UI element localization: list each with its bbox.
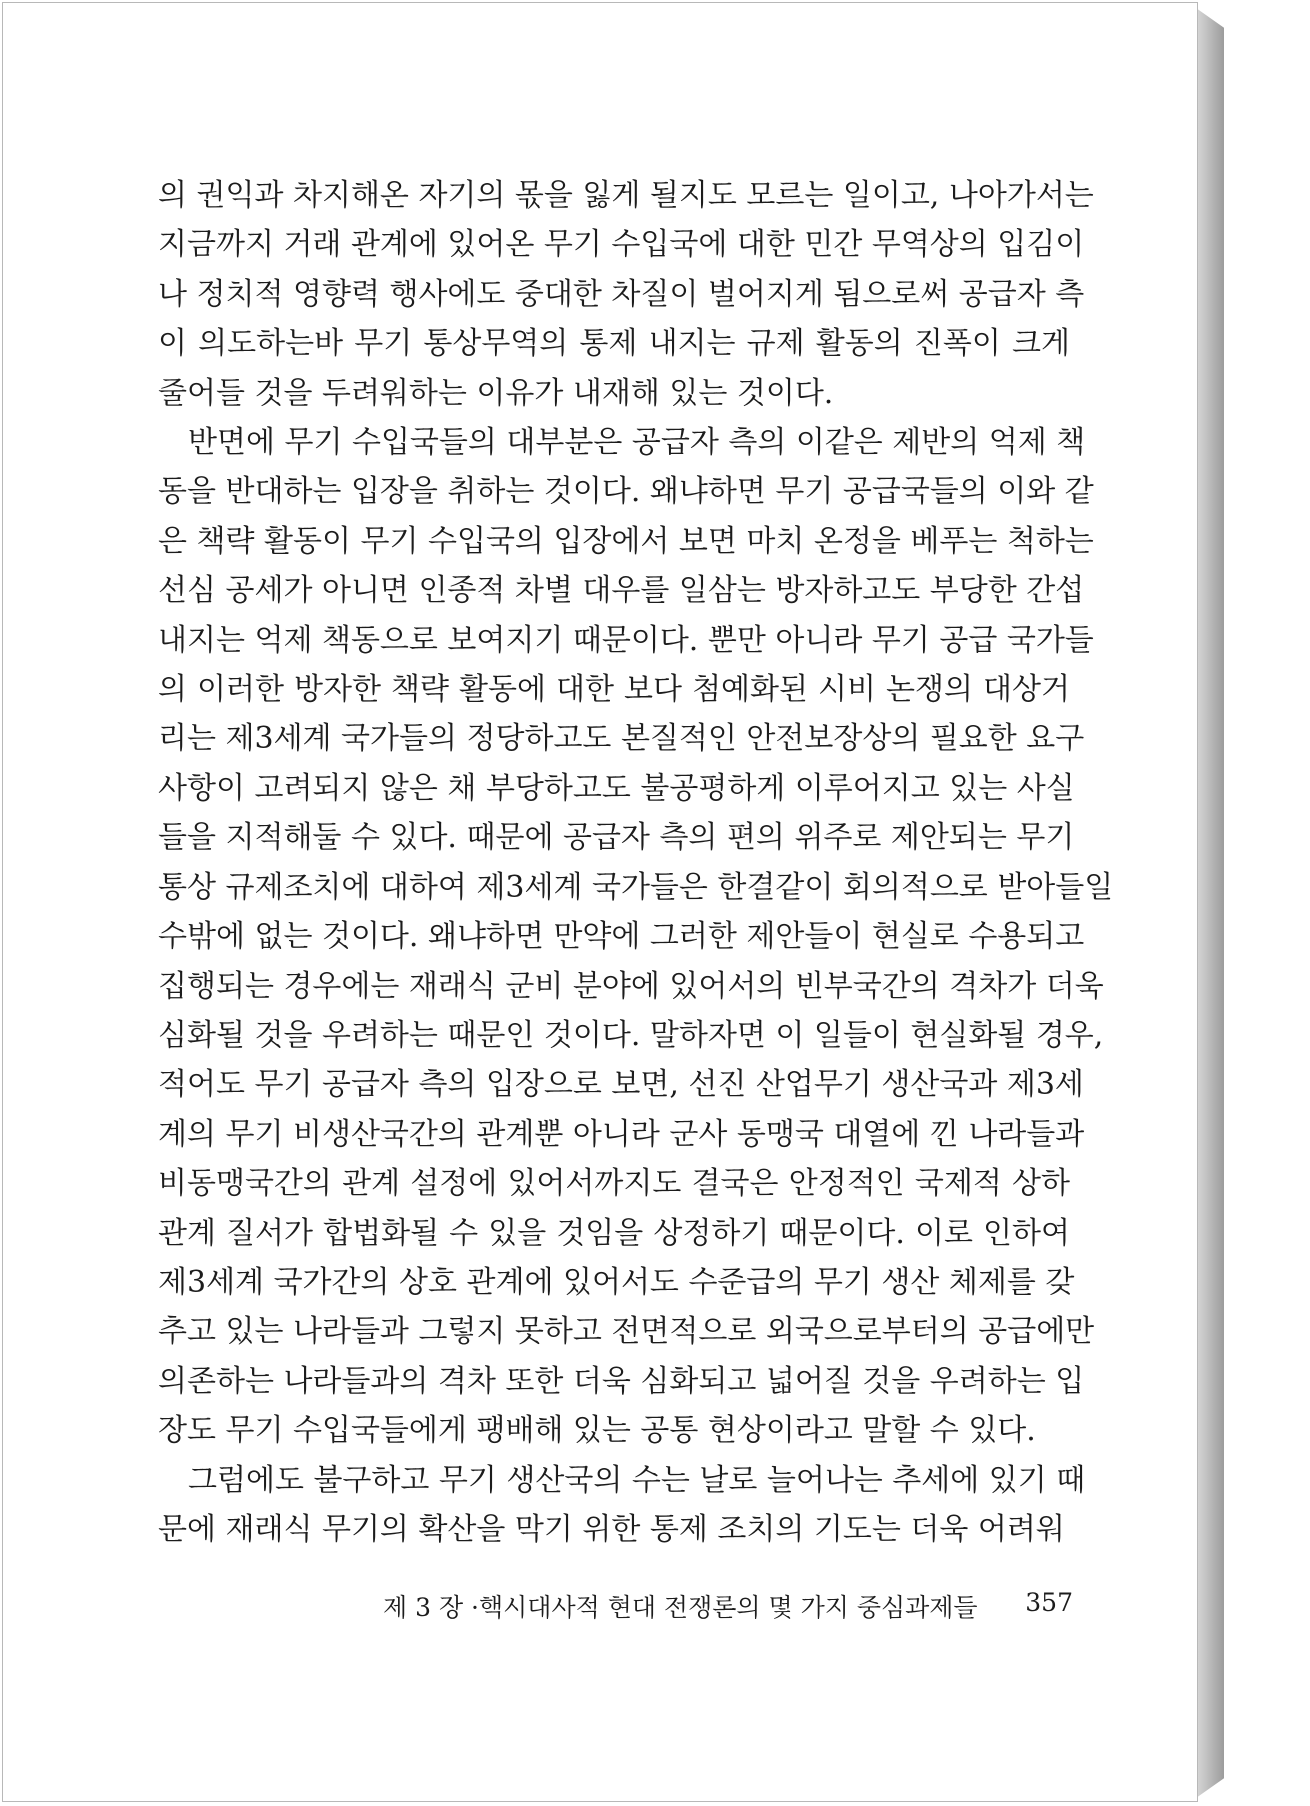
text-line: 사항이 고려되지 않은 채 부당하고도 불공평하게 이루어지고 있는 사실 xyxy=(158,770,1075,806)
text-line: 동을 반대하는 입장을 취하는 것이다. 왜냐하면 무기 공급국들의 이와 같 xyxy=(158,474,1094,510)
running-title: 제 3 장 ·핵시대사적 현대 전쟁론의 몇 가지 중심과제들 xyxy=(383,1593,978,1622)
text-line: 줄어들 것을 두려워하는 이유가 내재해 있는 것이다. xyxy=(158,375,834,411)
text-line: 의 권익과 차지해온 자기의 몫을 잃게 될지도 모르는 일이고, 나아가서는 xyxy=(158,178,1094,213)
page-footer xyxy=(383,1588,1073,1624)
text-line: 집행되는 경우에는 재래식 군비 분야에 있어서의 빈부국간의 격차가 더욱 xyxy=(158,968,1104,1004)
text-line: 적어도 무기 공급자 측의 입장으로 보면, 선진 산업무기 생산국과 제3세 xyxy=(158,1067,1084,1103)
text-line: 나 정치적 영향력 행사에도 중대한 차질이 벌어지게 됨으로써 공급자 측 xyxy=(158,276,1085,312)
text-line: 관계 질서가 합법화될 수 있을 것임을 상정하기 때문이다. 이로 인하여 xyxy=(158,1215,1070,1251)
paragraph xyxy=(158,1456,1086,1555)
paragraph xyxy=(158,418,1114,1456)
text-line: 심화될 것을 우려하는 때문인 것이다. 말하자면 이 일들이 현실화될 경우, xyxy=(158,1017,1104,1053)
text-line: 추고 있는 나라들과 그렇지 못하고 전면적으로 외국으로부터의 공급에만 xyxy=(158,1314,1095,1350)
text-line: 제3세계 국가간의 상호 관계에 있어서도 수준급의 무기 생산 체제를 갖 xyxy=(158,1264,1075,1300)
text-line: 의존하는 나라들과의 격차 또한 더욱 심화되고 넓어질 것을 우려하는 입 xyxy=(158,1363,1085,1399)
text-line: 통상 규제조치에 대하여 제3세계 국가들은 한결같이 회의적으로 받아들일 xyxy=(158,869,1114,905)
text-line: 지금까지 거래 관계에 있어온 무기 수입국에 대한 민간 무역상의 입김이 xyxy=(158,227,1085,263)
body-text xyxy=(158,171,1114,1554)
text-line: 내지는 억제 책동으로 보여지기 때문이다. 뿐만 아니라 무기 공급 국가들 xyxy=(158,622,1094,658)
text-line: 이 의도하는바 무기 통상무역의 통제 내지는 규제 활동의 진폭이 크게 xyxy=(158,326,1070,362)
paragraph xyxy=(158,171,1094,418)
text-line: 반면에 무기 수입국들의 대부분은 공급자 측의 이같은 제반의 억제 책 xyxy=(188,425,1086,461)
text-line: 선심 공세가 아니면 인종적 차별 대우를 일삼는 방자하고도 부당한 간섭 xyxy=(158,573,1085,609)
text-line: 은 책략 활동이 무기 수입국의 입장에서 보면 마치 온정을 베푸는 척하는 xyxy=(158,523,1094,559)
book-page-edge xyxy=(1196,8,1224,1798)
text-line: 비동맹국간의 관계 설정에 있어서까지도 결국은 안정적인 국제적 상하 xyxy=(158,1166,1071,1202)
text-line: 계의 무기 비생산국간의 관계뿐 아니라 군사 동맹국 대열에 낀 나라들과 xyxy=(158,1116,1085,1152)
text-line: 수밖에 없는 것이다. 왜냐하면 만약에 그러한 제안들이 현실로 수용되고 xyxy=(158,919,1085,955)
book-page xyxy=(2,2,1198,1802)
text-line: 장도 무기 수입국들에게 팽배해 있는 공통 현상이라고 말할 수 있다. xyxy=(158,1413,1036,1449)
text-line: 리는 제3세계 국가들의 정당하고도 본질적인 안전보장상의 필요한 요구 xyxy=(158,721,1085,757)
text-line: 들을 지적해둘 수 있다. 때문에 공급자 측의 편의 위주로 제안되는 무기 xyxy=(158,820,1075,856)
text-line: 문에 재래식 무기의 확산을 막기 위한 통제 조치의 기도는 더욱 어려워 xyxy=(158,1511,1065,1547)
page-number: 357 xyxy=(1025,1588,1073,1617)
text-line: 그럼에도 불구하고 무기 생산국의 수는 날로 늘어나는 추세에 있기 때 xyxy=(188,1462,1086,1498)
text-line: 의 이러한 방자한 책략 활동에 대한 보다 첨예화된 시비 논쟁의 대상거 xyxy=(158,672,1070,708)
